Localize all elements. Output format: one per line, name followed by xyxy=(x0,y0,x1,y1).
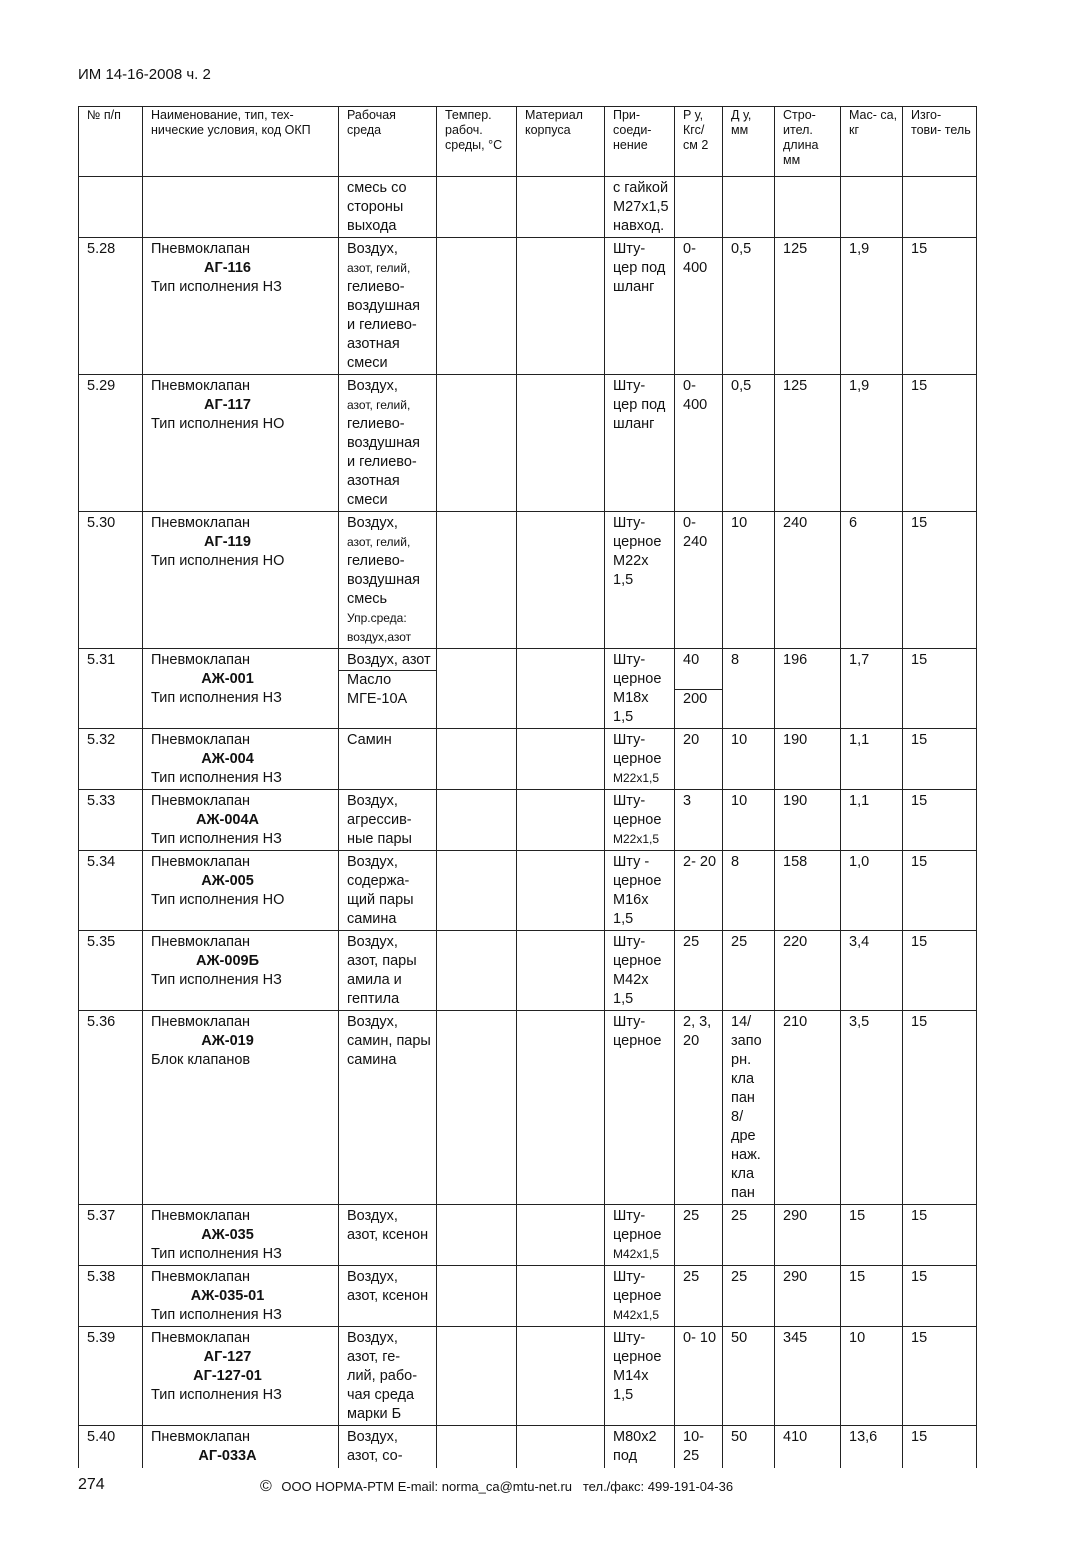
cell-medium: Воздух, азот, гелий, гелиево- воздушная и гелиево- азотная смеси xyxy=(339,238,437,375)
cell-medium: Самин xyxy=(339,729,437,790)
cell-medium: Воздух, азот, гелий, гелиево- воздушная смесь Упр.среда: воздух,азот xyxy=(339,512,437,649)
cell-length: 220 xyxy=(775,931,841,1011)
cell-name: Пневмоклапан АГ-127 АГ-127-01 Тип исполнения НЗ xyxy=(143,1327,339,1426)
cell-name: Пневмоклапан АЖ-019 Блок клапанов xyxy=(143,1011,339,1205)
cell-connection: Шту- церное М42х1,5 xyxy=(605,1205,675,1266)
cell-number: 5.37 xyxy=(79,1205,143,1266)
cell-name: Пневмоклапан АГ-119 Тип исполнения НО xyxy=(143,512,339,649)
cell-maker: 15 xyxy=(903,1426,977,1468)
cell-connection: Шту- церное М42х1,5 xyxy=(605,1266,675,1327)
cell-maker: 15 xyxy=(903,1327,977,1426)
cell-pressure: 0- 400 xyxy=(675,375,723,512)
cell-number: 5.31 xyxy=(79,649,143,729)
cell-pressure: 40 200 xyxy=(675,649,723,729)
column-header-connection: При- соеди- нение xyxy=(605,107,675,177)
cell-maker: 15 xyxy=(903,512,977,649)
table-row xyxy=(79,649,977,729)
cell-connection: Шту- церное М22х1,5 xyxy=(605,790,675,851)
cell-maker: 15 xyxy=(903,1205,977,1266)
table-row xyxy=(79,1205,977,1266)
cell-connection: Шту- цер под шланг xyxy=(605,375,675,512)
cell-number: 5.35 xyxy=(79,931,143,1011)
cell-length: 190 xyxy=(775,790,841,851)
copyright-icon: © xyxy=(260,1478,272,1495)
column-header-temperature: Темпер. рабоч. среды, °С xyxy=(437,107,517,177)
cell-pressure: 25 xyxy=(675,1205,723,1266)
column-header-pressure: P у, Кгс/ см 2 xyxy=(675,107,723,177)
cell-mass: 1,9 xyxy=(841,375,903,512)
cell-medium: Воздух, содержа- щий пары самина xyxy=(339,851,437,931)
cell-number: 5.29 xyxy=(79,375,143,512)
column-header-material: Материал корпуса xyxy=(517,107,605,177)
cell-name: Пневмоклапан АЖ-001 Тип исполнения НЗ xyxy=(143,649,339,729)
cell-dn: 10 xyxy=(723,729,775,790)
column-header-length: Стро- ител. длина мм xyxy=(775,107,841,177)
cell-maker: 15 xyxy=(903,375,977,512)
cell-number: 5.33 xyxy=(79,790,143,851)
table-row xyxy=(79,1266,977,1327)
cell-length: 158 xyxy=(775,851,841,931)
cell-number: 5.34 xyxy=(79,851,143,931)
cell-medium: смесь со стороны выхода xyxy=(339,177,437,238)
table-row xyxy=(79,512,977,649)
cell-connection: Шту- церное М18х 1,5 xyxy=(605,649,675,729)
cell-length: 125 xyxy=(775,238,841,375)
cell-mass: 6 xyxy=(841,512,903,649)
table-row xyxy=(79,729,977,790)
cell-mass: 13,6 xyxy=(841,1426,903,1468)
cell-name: Пневмоклапан АЖ-035-01 Тип исполнения НЗ xyxy=(143,1266,339,1327)
cell-name: Пневмоклапан АЖ-009Б Тип исполнения НЗ xyxy=(143,931,339,1011)
cell-maker: 15 xyxy=(903,1011,977,1205)
cell-maker: 15 xyxy=(903,649,977,729)
cell-medium: Воздух, азот Масло МГЕ-10А xyxy=(339,649,437,729)
cell-name: Пневмоклапан АЖ-004 Тип исполнения НЗ xyxy=(143,729,339,790)
table-row xyxy=(79,851,977,931)
cell-maker: 15 xyxy=(903,851,977,931)
cell-length: 240 xyxy=(775,512,841,649)
cell-pressure: 3 xyxy=(675,790,723,851)
phone-text: тел./факс: 499-191-04-36 xyxy=(582,1479,734,1494)
cell-maker: 15 xyxy=(903,1266,977,1327)
cell-mass: 15 xyxy=(841,1266,903,1327)
cell-mass: 10 xyxy=(841,1327,903,1426)
cell-medium: Воздух, азот, ге- лий, рабо- чая среда марки Б xyxy=(339,1327,437,1426)
cell-dn: 14/ запо рн. кла пан 8/ дре наж. кла пан xyxy=(723,1011,775,1205)
cell-length: 125 xyxy=(775,375,841,512)
cell-length: 290 xyxy=(775,1205,841,1266)
cell-maker: 15 xyxy=(903,238,977,375)
cell-length: 290 xyxy=(775,1266,841,1327)
cell-medium: Воздух, азот, ксенон xyxy=(339,1205,437,1266)
cell-dn: 25 xyxy=(723,1205,775,1266)
cell-pressure: 0- 10 xyxy=(675,1327,723,1426)
cell-maker: 15 xyxy=(903,729,977,790)
column-header-name: Наименование, тип, тех- нические условия, код ОКП xyxy=(143,107,339,177)
cell-pressure: 0- 240 xyxy=(675,512,723,649)
cell-length: 196 xyxy=(775,649,841,729)
table-row xyxy=(79,375,977,512)
specification-table xyxy=(78,106,977,1468)
cell-name: Пневмоклапан АЖ-004А Тип исполнения НЗ xyxy=(143,790,339,851)
table-row xyxy=(79,238,977,375)
cell-pressure: 2- 20 xyxy=(675,851,723,931)
cell-medium: Воздух, азот, со- xyxy=(339,1426,437,1468)
cell-dn: 50 xyxy=(723,1327,775,1426)
cell-connection: Шту- цер под шланг xyxy=(605,238,675,375)
cell-connection: с гайкой М27х1,5 навход. xyxy=(605,177,675,238)
cell-name: Пневмоклапан АГ-033А xyxy=(143,1426,339,1468)
cell-number: 5.40 xyxy=(79,1426,143,1468)
cell-maker: 15 xyxy=(903,931,977,1011)
cell-medium: Воздух, агрессив- ные пары xyxy=(339,790,437,851)
column-header-mass: Мас- са, кг xyxy=(841,107,903,177)
cell-name: Пневмоклапан АЖ-035 Тип исполнения НЗ xyxy=(143,1205,339,1266)
table-header-row xyxy=(79,107,977,177)
table-row xyxy=(79,931,977,1011)
cell-connection: Шту - церное М16х 1,5 xyxy=(605,851,675,931)
cell-connection: М80х2 под xyxy=(605,1426,675,1468)
cell-pressure: 25 xyxy=(675,1266,723,1327)
table-row xyxy=(79,1327,977,1426)
column-header-medium: Рабочая среда xyxy=(339,107,437,177)
cell-pressure: 0- 400 xyxy=(675,238,723,375)
cell-mass: 3,4 xyxy=(841,931,903,1011)
cell-mass: 1,9 xyxy=(841,238,903,375)
cell-number: 5.36 xyxy=(79,1011,143,1205)
cell-dn: 25 xyxy=(723,931,775,1011)
cell-name: Пневмоклапан АГ-117 Тип исполнения НО xyxy=(143,375,339,512)
cell-connection: Шту- церное М14х 1,5 xyxy=(605,1327,675,1426)
cell-connection: Шту- церное М22х1,5 xyxy=(605,729,675,790)
cell-dn: 8 xyxy=(723,851,775,931)
cell-dn: 10 xyxy=(723,790,775,851)
cell-name: Пневмоклапан АГ-116 Тип исполнения НЗ xyxy=(143,238,339,375)
email-text: E-mail: norma_ca@mtu-net.ru xyxy=(397,1479,573,1494)
cell-dn: 50 xyxy=(723,1426,775,1468)
cell-mass: 1,1 xyxy=(841,790,903,851)
cell-medium: Воздух, азот, пары амила и гептила xyxy=(339,931,437,1011)
cell-length: 190 xyxy=(775,729,841,790)
cell-mass: 15 xyxy=(841,1205,903,1266)
cell-dn: 25 xyxy=(723,1266,775,1327)
cell-connection: Шту- церное М22х 1,5 xyxy=(605,512,675,649)
table-row-continuation xyxy=(79,177,977,238)
cell-number: 5.38 xyxy=(79,1266,143,1327)
cell-medium: Воздух, азот, ксенон xyxy=(339,1266,437,1327)
cell-dn: 0,5 xyxy=(723,238,775,375)
cell-connection: Шту- церное М42х 1,5 xyxy=(605,931,675,1011)
cell-number: 5.32 xyxy=(79,729,143,790)
cell-connection: Шту- церное xyxy=(605,1011,675,1205)
cell-dn: 0,5 xyxy=(723,375,775,512)
cell-pressure: 10- 25 xyxy=(675,1426,723,1468)
cell-number: 5.28 xyxy=(79,238,143,375)
cell-medium: Воздух, азот, гелий, гелиево- воздушная и гелиево- азотная смеси xyxy=(339,375,437,512)
table-row xyxy=(79,1011,977,1205)
cell-mass: 1,1 xyxy=(841,729,903,790)
table-row xyxy=(79,790,977,851)
column-header-number: № п/п xyxy=(79,107,143,177)
company-name: ООО НОРМА-РТМ xyxy=(281,1479,395,1494)
cell-length: 210 xyxy=(775,1011,841,1205)
page-number: 274 xyxy=(78,1476,105,1493)
cell-mass: 1,0 xyxy=(841,851,903,931)
cell-pressure: 25 xyxy=(675,931,723,1011)
cell-dn: 8 xyxy=(723,649,775,729)
cell-mass: 1,7 xyxy=(841,649,903,729)
cell-number: 5.39 xyxy=(79,1327,143,1426)
copyright-line xyxy=(260,1478,733,1496)
cell-dn: 10 xyxy=(723,512,775,649)
cell-mass: 3,5 xyxy=(841,1011,903,1205)
table-row xyxy=(79,1426,977,1468)
cell-pressure: 20 xyxy=(675,729,723,790)
cell-number: 5.30 xyxy=(79,512,143,649)
cell-maker: 15 xyxy=(903,790,977,851)
cell-medium: Воздух, самин, пары самина xyxy=(339,1011,437,1205)
document-id: ИМ 14-16-2008 ч. 2 xyxy=(78,66,211,83)
cell-pressure: 2, 3, 20 xyxy=(675,1011,723,1205)
column-header-maker: Изго- тови- тель xyxy=(903,107,977,177)
cell-name: Пневмоклапан АЖ-005 Тип исполнения НО xyxy=(143,851,339,931)
cell-length: 410 xyxy=(775,1426,841,1468)
column-header-dn: Д у, мм xyxy=(723,107,775,177)
cell-length: 345 xyxy=(775,1327,841,1426)
